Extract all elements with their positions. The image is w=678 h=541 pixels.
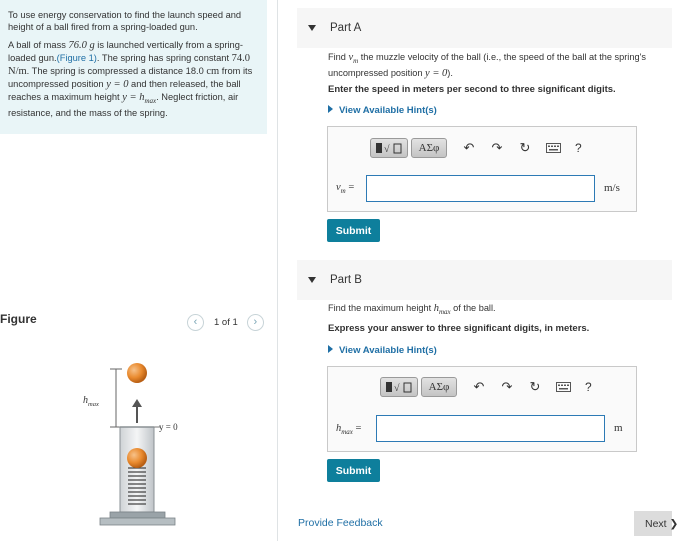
- k-unit: N/m: [8, 66, 27, 77]
- part-b-answer-input[interactable]: [376, 415, 605, 442]
- intro-text: and then released, the ball reaches a maximum height: [8, 79, 241, 102]
- mass-unit: g: [89, 40, 95, 51]
- label-eq: =: [352, 423, 362, 434]
- part-a-submit-button[interactable]: Submit: [327, 219, 380, 242]
- hmax-label: [83, 395, 99, 408]
- spring-gun-figure: [80, 355, 200, 525]
- intro-text: A ball of mass: [8, 40, 69, 50]
- label-sub: max: [341, 428, 353, 437]
- greek-symbols-button[interactable]: ΑΣφ: [411, 138, 447, 158]
- part-b-submit-button[interactable]: Submit: [327, 459, 380, 482]
- gun-base: [110, 512, 165, 518]
- part-a-instruction: Enter the speed in meters per second to three significant digits.: [328, 84, 616, 95]
- redo-icon[interactable]: ↷: [491, 140, 503, 155]
- ball-at-max-height: [127, 363, 147, 383]
- label-sub: m: [340, 187, 346, 196]
- gun-stand: [100, 518, 175, 525]
- part-b-unit: m: [614, 422, 623, 434]
- q-text: ).: [447, 68, 453, 79]
- hmax-sub: max: [438, 308, 451, 317]
- vm-sub: m: [353, 57, 359, 66]
- chevron-right-icon[interactable]: ›: [247, 314, 264, 331]
- part-a-unit: m/s: [604, 182, 620, 194]
- q-text: of the ball.: [450, 303, 496, 313]
- problem-intro: [0, 0, 267, 134]
- part-a-question: [328, 51, 672, 80]
- gun-barrel: [120, 427, 154, 512]
- expand-arrow-icon: [328, 105, 333, 113]
- reset-icon[interactable]: ↻: [529, 379, 541, 394]
- hint-label: View Available Hint(s): [339, 345, 437, 356]
- provide-feedback-link[interactable]: Provide Feedback: [298, 517, 383, 529]
- part-b-hint-link[interactable]: [328, 345, 437, 356]
- svg-text:√: √: [384, 144, 390, 155]
- part-a-answer-label: [336, 182, 354, 195]
- part-b-instruction: Express your answer to three significant digits, in meters.: [328, 323, 590, 334]
- expand-arrow-icon: [328, 345, 333, 353]
- part-b-title: Part B: [330, 274, 362, 286]
- keyboard-icon[interactable]: [545, 140, 561, 156]
- keyboard-icon[interactable]: [555, 379, 571, 395]
- svg-text:√: √: [394, 383, 400, 394]
- undo-icon[interactable]: ↶: [463, 140, 475, 155]
- part-b-header[interactable]: [297, 260, 672, 300]
- column-divider: [277, 0, 278, 541]
- up-arrow-head: [132, 399, 142, 407]
- chevron-left-icon[interactable]: ‹: [187, 314, 204, 331]
- ball-in-gun: [127, 448, 147, 468]
- y0-label: y = 0: [159, 422, 178, 432]
- d-unit: cm: [206, 66, 220, 77]
- template-root-icon[interactable]: [380, 377, 418, 397]
- part-a-answer-input[interactable]: [366, 175, 595, 202]
- d-value: 18.0: [185, 66, 204, 76]
- label-eq: =: [345, 182, 355, 193]
- ymax-expr: [122, 92, 157, 106]
- label-base: h: [336, 423, 342, 434]
- redo-icon[interactable]: ↷: [501, 379, 513, 394]
- mass-value: 76.0: [68, 40, 87, 51]
- collapse-triangle-icon: [308, 277, 316, 283]
- intro-text: . The spring is compressed a distance: [26, 66, 186, 76]
- part-a-toolbar: [370, 138, 582, 158]
- k-value: 74.0: [231, 53, 251, 64]
- ymax-base: y = h: [122, 92, 145, 103]
- figure-link[interactable]: (Figure 1): [56, 53, 97, 63]
- template-root-icon[interactable]: [370, 138, 408, 158]
- part-b-answer-label: [336, 423, 361, 436]
- part-a-hint-link[interactable]: [328, 105, 437, 116]
- figure-pager: [187, 313, 264, 331]
- hmax-base: h: [433, 303, 439, 314]
- part-b-toolbar: [380, 377, 592, 397]
- part-b-question: [328, 302, 496, 318]
- y0-expr: y = 0: [425, 68, 448, 80]
- intro-text: . Neglect friction, air resistance, and the mass of the spring.: [8, 92, 239, 119]
- intro-paragraph: [8, 39, 259, 119]
- q-text: the muzzle velocity of the ball (i.e., the speed of the ball at the spring's uncompressed position: [328, 52, 646, 79]
- label-base: v: [336, 182, 341, 193]
- next-button[interactable]: Next ❯: [634, 511, 672, 536]
- q-text: Find the maximum height: [328, 303, 434, 313]
- intro-text: from its uncompressed position: [8, 66, 253, 89]
- vm-symbol: [348, 52, 359, 66]
- figure-label: Figure: [0, 312, 37, 326]
- reset-icon[interactable]: ↻: [519, 140, 531, 155]
- hmax-symbol: [433, 303, 451, 317]
- intro-heading: To use energy conservation to find the launch speed and height of a ball fired from a spring-loaded gun.: [8, 10, 242, 32]
- ymax-sub: max: [144, 97, 157, 106]
- part-a-header[interactable]: [297, 8, 672, 48]
- greek-symbols-button[interactable]: ΑΣφ: [421, 377, 457, 397]
- help-button[interactable]: ?: [585, 380, 592, 394]
- collapse-triangle-icon: [308, 25, 316, 31]
- hmax-label-sub: max: [88, 401, 99, 408]
- help-button[interactable]: ?: [575, 141, 582, 155]
- hint-label: View Available Hint(s): [339, 105, 437, 116]
- part-a-title: Part A: [330, 22, 362, 34]
- undo-icon[interactable]: ↶: [473, 379, 485, 394]
- spring-gun-diagram: [80, 355, 200, 525]
- pager-count: 1 of 1: [214, 316, 238, 328]
- y0-expr: y = 0: [106, 79, 129, 90]
- q-text: Find: [328, 52, 349, 62]
- intro-text: . The spring has spring constant: [96, 53, 232, 63]
- vm-base: v: [348, 52, 354, 63]
- hmax-label-base: h: [83, 395, 88, 406]
- intro-text: is launched vertically from a spring-loaded gun.: [8, 40, 243, 63]
